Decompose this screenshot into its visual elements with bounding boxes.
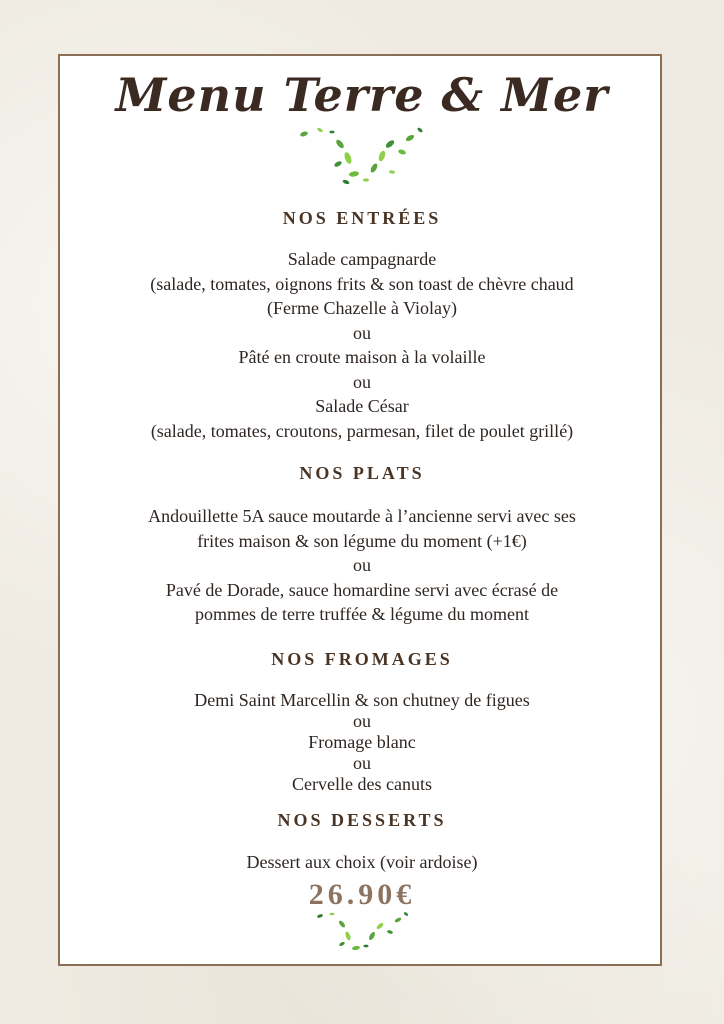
menu-line: ou [353, 753, 371, 773]
menu-line: frites maison & son légume du moment (+1€) [197, 530, 527, 551]
menu-line: ou [353, 555, 371, 575]
menu-line: (salade, tomates, croutons, parmesan, filet de poulet grillé) [150, 420, 574, 441]
menu-line: pommes de terre truffée & légume du moment [194, 604, 530, 624]
menu-line: Fromage blanc [308, 732, 416, 752]
menu-line: ou [353, 371, 371, 392]
section-entrees-items [0, 247, 724, 443]
menu-line: (Ferme Chazelle à Violay) [266, 298, 457, 318]
menu-line: Salade César [315, 396, 409, 416]
leaf-decoration-bottom [0, 910, 724, 956]
leaf-wreath-icon [292, 124, 432, 190]
section-fromages-items [0, 690, 724, 795]
section-title-plats: NOS PLATS [299, 463, 425, 483]
section-desserts-items [0, 850, 724, 875]
menu-line: Demi Saint Marcellin & son chutney de figues [194, 690, 530, 710]
menu-line: (salade, tomates, oignons frits & son toast de chèvre chaud [150, 273, 574, 294]
menu-title: Menu Terre & Mer [115, 68, 609, 122]
menu-line: Salade campagnarde [287, 249, 437, 269]
section-title-entrees: NOS ENTRÉES [282, 208, 442, 228]
menu-line: Andouillette 5A sauce moutarde à l’ancienne servi avec ses [148, 506, 576, 526]
menu-price: 26.90€ [308, 878, 416, 911]
section-title-fromages: NOS FROMAGES [271, 649, 453, 669]
menu-line: Pâté en croute maison à la volaille [238, 347, 486, 367]
leaf-wreath-icon [312, 910, 412, 956]
leaf-decoration-top [0, 124, 724, 190]
menu-line: Pavé de Dorade, sauce homardine servi avec écrasé de [165, 579, 559, 600]
menu-line: Dessert aux choix (voir ardoise) [246, 852, 478, 872]
section-plats-items [0, 504, 724, 627]
menu-line: ou [353, 711, 371, 731]
menu-line: ou [353, 322, 371, 343]
section-title-desserts: NOS DESSERTS [277, 810, 447, 830]
menu-line: Cervelle des canuts [292, 774, 432, 794]
